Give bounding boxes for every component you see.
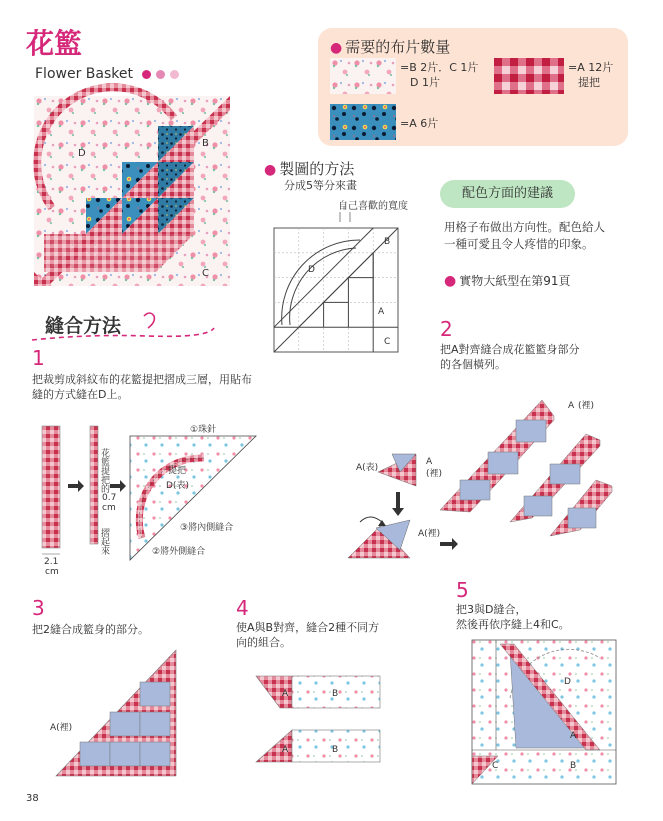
fabric-heading: ● 需要的布片數量 [330,38,451,56]
draft-label-d: D [308,265,315,275]
step5-d: D [564,677,571,687]
dot-icon [170,70,179,79]
photo-label-c: C [202,268,209,279]
drafting-heading: ● 製圖的方法 [264,160,355,178]
step1-fold: 摺起來 [99,528,109,555]
step1-inner: ③將內側縫合 [180,523,234,533]
draft-label-b: B [384,237,391,247]
fabric-requirements-box [318,28,628,146]
page-number: 38 [26,793,39,804]
step1-d-front: D(表) [166,481,189,491]
step-1-diagram [38,418,268,583]
bullet-icon: ● [444,273,457,289]
photo-label-d: D [78,148,86,159]
step1-handle: 提把 [168,466,187,476]
finished-block-photo [34,96,230,286]
step-3-text: 把2縫合成籃身的部分。 [32,623,149,636]
step3-a-back: A(裡) [50,723,73,733]
step2-a-back2: A(裡) [418,529,441,539]
fabric-item-1: =B 2片．C 1片 D 1片 [400,61,479,89]
step2-a-back-li: (裡) [426,469,443,479]
step-2-text: 把A對齊縫合成花籃籃身部分 的各個橫列。 [440,343,580,371]
dot-icon [156,70,165,79]
photo-label-b: B [202,138,209,149]
step-1-text: 把裁剪成斜紋布的花籃提把摺成三層，用貼布 縫的方式縫在D上。 [32,373,252,401]
drafting-diagram [272,210,402,355]
step-1-number: 1 [32,346,45,370]
step1-unit2: cm [102,503,116,513]
bullet-icon: ● [264,162,277,178]
bullet-icon: ● [330,40,343,56]
step2-a-back3-li: (裡) [578,401,595,411]
step-4-number: 4 [236,596,249,620]
step1-pin: ①珠針 [190,425,217,435]
fabric-item-3: =A 6片 [400,117,439,130]
draft-label-a: A [378,307,385,317]
step-2-number: 2 [440,317,453,341]
step1-width1: 2.1 [44,557,59,567]
step5-b: B [570,761,577,771]
step-4-text: 使A與B對齊，縫合2種不同方 向的組合。 [236,621,380,649]
step-3-number: 3 [32,596,45,620]
step1-unit1: cm [45,567,59,577]
step4-b2: B [332,745,339,755]
draft-label-c: C [384,337,391,347]
step-5-diagram [470,638,620,788]
page-subtitle [35,66,179,82]
step1-handle-vertical: 花籃提把的 [99,448,109,493]
swatch-red-gingham [494,58,564,94]
step2-a-back3: A [568,401,575,411]
step5-a: A [570,731,577,741]
sewing-heading-underline [28,310,218,346]
sewing-heading: 縫合方法 [45,315,122,337]
fabric-item-2: =A 12片 提把 [568,61,614,89]
step-5-number: 5 [456,578,469,602]
drafting-width-note: 自己喜歡的寬度 [338,201,408,212]
advice-text: 用格子布做出方向性。配色給人 一種可愛且令人疼惜的印象。 [444,220,605,251]
dot-icon [142,70,151,79]
step1-outer: ②將外側縫合 [152,547,206,557]
drafting-sub: 分成5等分來畫 [284,179,357,192]
step4-a1: A [282,689,289,699]
step5-c: C [492,761,499,771]
step-3-diagram [46,646,186,781]
step-2-diagram [340,380,640,580]
swatch-floral-white [330,58,396,94]
step1-width2: 0.7 [102,493,117,503]
step2-a-back-a: A [426,457,433,467]
step4-b1: B [332,689,339,699]
pattern-note: ● 實物大紙型在第91頁 [444,273,571,289]
step2-a-front: A(表) [356,463,379,473]
step4-a2: A [282,745,289,755]
subtitle-text: Flower Basket [35,66,133,82]
step-4-diagram [256,672,386,782]
advice-heading: 配色方面的建議 [440,180,575,208]
step-5-text: 把3與D縫合， 然後再依序縫上4和C。 [456,603,570,631]
swatch-blue-dot [330,104,396,140]
page-title: 花籃 [26,27,83,60]
